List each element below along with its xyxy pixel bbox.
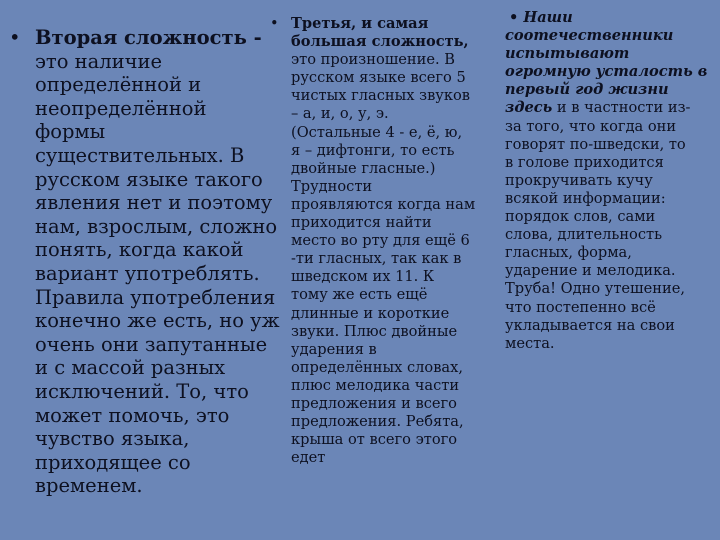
column2-line: предложения и всего — [291, 394, 457, 412]
column1-line: исключений. То, что — [35, 379, 249, 403]
column1-line: нам, взрослым, сложно — [35, 214, 278, 238]
column2-line: я – дифтонги, то есть — [291, 141, 455, 159]
column2-line: плюс мелодика части — [291, 376, 460, 394]
column3-line: гласных, форма, — [505, 244, 632, 262]
column2-line: чистых гласных звуков — [291, 87, 470, 105]
column3-emphasis: здесь — [505, 99, 553, 117]
column2-line: шведском их 11. К — [291, 268, 435, 286]
column1-line: неопределённой — [35, 96, 207, 120]
column3-line: испытывают — [505, 45, 630, 63]
column1-line: вариант употреблять. — [35, 261, 260, 285]
column1-line: чувство языка, — [35, 427, 190, 451]
column2-line: двойные гласные.) — [291, 159, 436, 177]
column2-line: это произношение. В — [291, 51, 456, 69]
column1-line: приходящее со — [35, 450, 191, 474]
column2-line: едет — [291, 449, 326, 467]
column1-line: Вторая сложность - — [35, 26, 262, 49]
column2-line: -ти гласных, так как в — [291, 250, 462, 268]
column3-line: укладывается на свои — [505, 316, 675, 334]
column1-line: и с массой разных — [35, 356, 226, 380]
column1-line: временем. — [35, 474, 143, 498]
column3-line: • Наши — [509, 9, 573, 26]
column1-line: Правила употребления — [35, 285, 276, 309]
column2-line: место во рту для ещё 6 — [291, 232, 470, 250]
column1-line: понять, когда какой — [35, 238, 244, 262]
column2-line: тому же есть ещё — [291, 286, 428, 304]
column3-continuation: и в частности из- — [556, 99, 691, 117]
column1-line: явления нет и поэтому — [35, 191, 273, 215]
column1-line: очень они запутанные — [35, 332, 268, 356]
column1-line: формы — [35, 120, 106, 144]
column2-line: Трудности — [291, 177, 373, 195]
column2-line: Третья, и самая — [291, 15, 429, 32]
column3-line: первый год жизни — [505, 81, 669, 99]
column3-line: соотечественники — [505, 27, 674, 45]
column3-line: огромную усталость в — [505, 63, 708, 81]
column3-line: что постепенно всё — [505, 298, 656, 316]
column3-line: в голове приходится — [505, 153, 664, 171]
text-column-3 — [495, 9, 720, 353]
column2-line: ударения в — [291, 340, 377, 358]
column3-line: слова, длительность — [505, 226, 663, 244]
column2-line: проявляются когда нам — [291, 195, 476, 213]
column2-line: крыша от всего этого — [291, 431, 458, 449]
bullet-marker: • — [9, 26, 21, 49]
column2-line: длинные и короткие — [291, 304, 450, 322]
column1-line: существительных. В — [35, 143, 245, 167]
column2-line: русском языке всего 5 — [291, 69, 466, 87]
column2-line: большая сложность, — [291, 33, 469, 51]
column3-line: говорят по-шведски, то — [505, 135, 686, 153]
column3-line: места. — [505, 334, 555, 352]
column2-line: предложения. Ребята, — [291, 413, 464, 431]
text-column-2 — [270, 15, 500, 467]
column3-line: всякой информации: — [505, 189, 666, 207]
column3-line: Труба! Одно утешение, — [505, 280, 685, 298]
column1-line: определённой и — [35, 73, 202, 97]
column1-line: русском языке такого — [35, 167, 263, 191]
column2-line: звуки. Плюс двойные — [291, 322, 458, 340]
column1-line: конечно же есть, но уж — [35, 309, 280, 333]
column3-line-mixed — [495, 99, 720, 117]
column3-line: ударение и мелодика. — [505, 262, 676, 280]
column1-line: это наличие — [35, 49, 163, 73]
column1-line: может помочь, это — [35, 403, 230, 427]
column2-line: определённых словах, — [291, 358, 463, 376]
column2-line: приходится найти — [291, 214, 432, 232]
column2-line: (Остальные 4 - е, ё, ю, — [291, 123, 463, 141]
column2-line: – а, и, о, у, э. — [291, 105, 389, 123]
text-column-1 — [0, 26, 285, 498]
column3-line: за того, что когда они — [505, 117, 677, 135]
column3-line: прокручивать кучу — [505, 171, 653, 189]
column3-line: порядок слов, сами — [505, 208, 656, 226]
bullet-marker: • — [270, 15, 279, 32]
